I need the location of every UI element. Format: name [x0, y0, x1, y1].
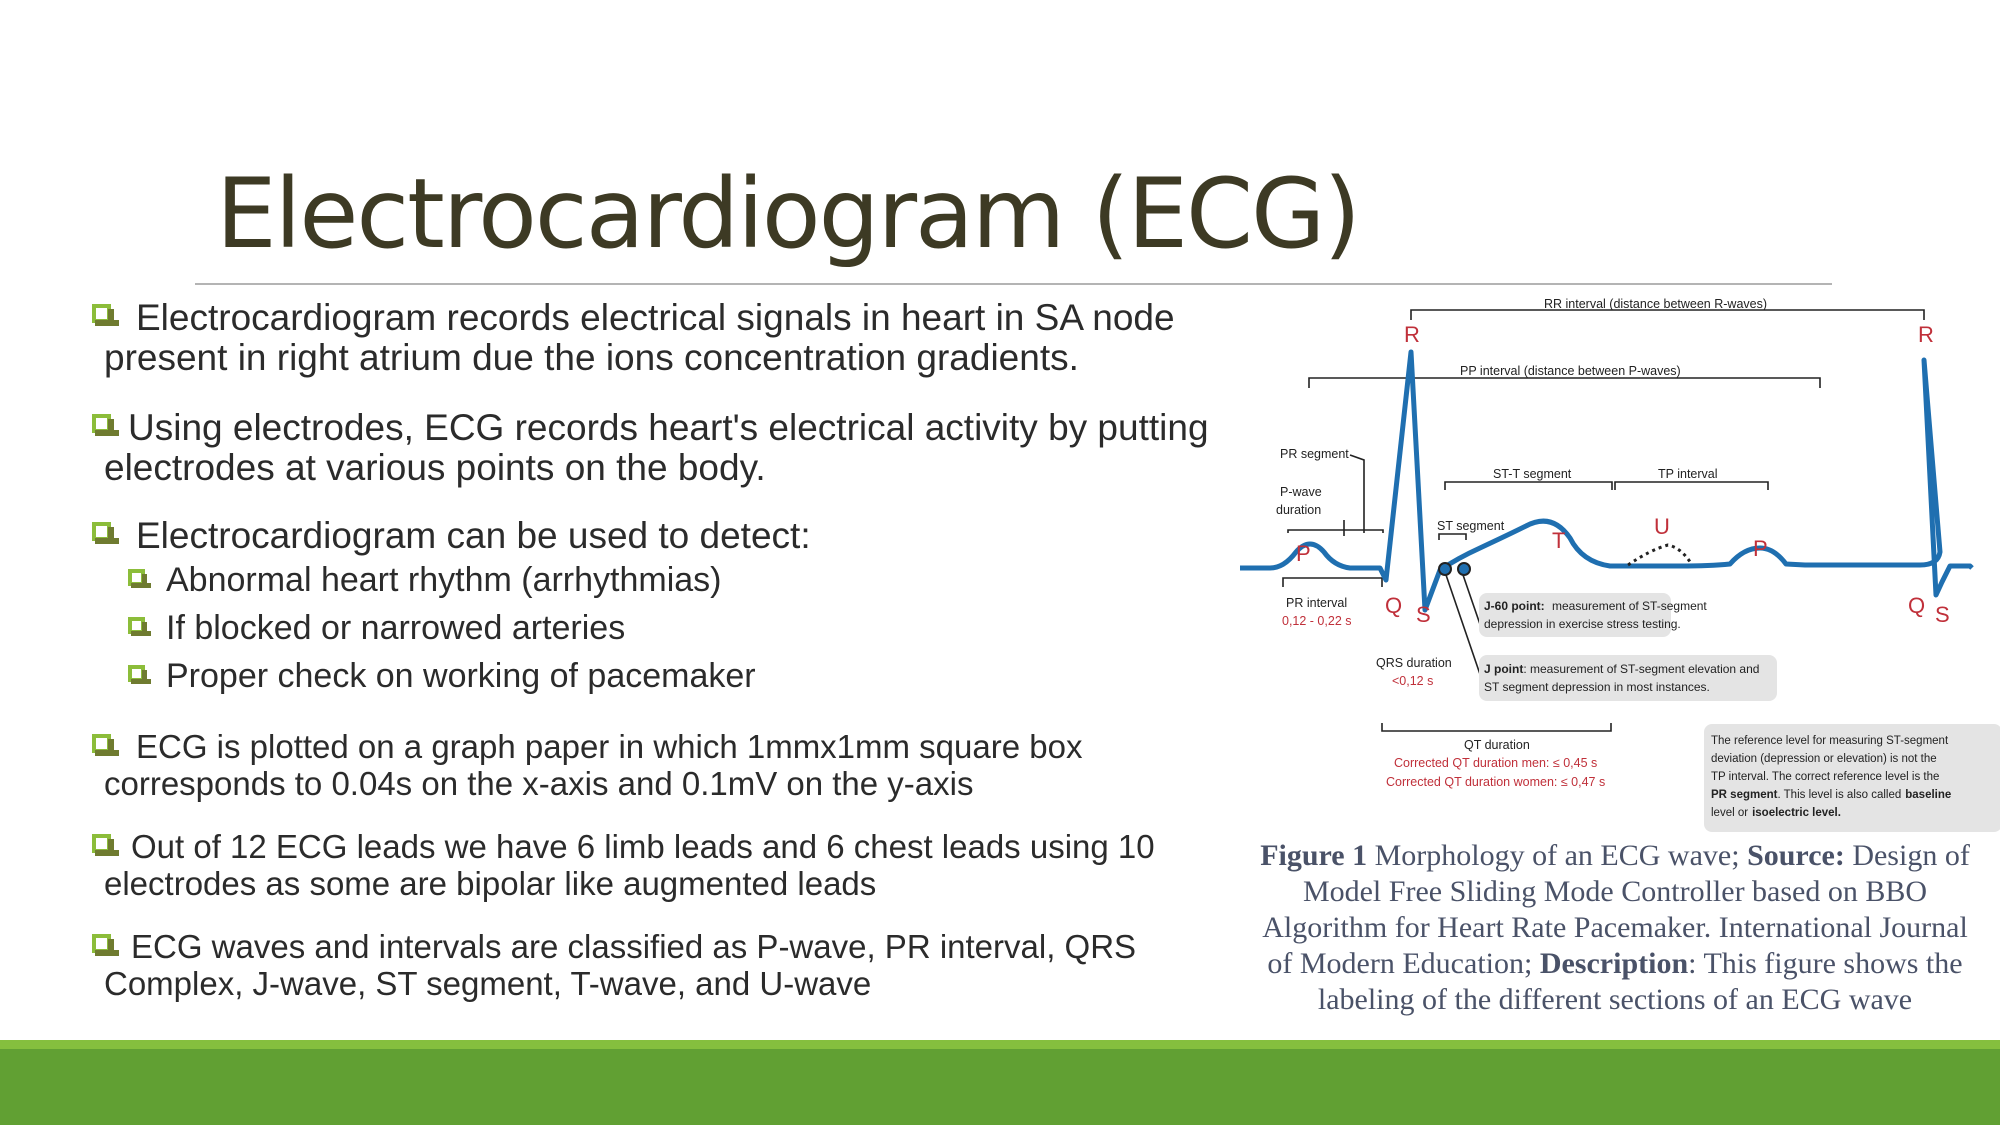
st-t-segment-bracket: [1445, 482, 1612, 490]
bullet-text: Electrocardiogram records electrical signals in heart in SA node present in right atrium due the ions concentration gradients.: [104, 297, 1175, 378]
footer-accent-line: [0, 1040, 2000, 1049]
bullet-list: [92, 298, 1252, 1002]
pp-interval-label: PP interval (distance between P-waves): [1460, 364, 1681, 378]
pr-segment-leader: [1350, 455, 1364, 533]
reference-note-line: TP interval. The correct reference level is the: [1711, 771, 1940, 783]
s-wave-label: S: [1416, 602, 1431, 627]
sub-bullet-item: [92, 560, 1252, 600]
rr-interval-label: RR interval (distance between R-waves): [1544, 297, 1768, 311]
bullet-text: Using electrodes, ECG records heart's electrical activity by putting electrodes at various points on the body.: [104, 407, 1209, 488]
qt-duration-bracket: [1382, 723, 1611, 731]
bullet-item: [92, 928, 1252, 1002]
sub-bullet-text: If blocked or narrowed arteries: [166, 609, 626, 647]
caption-text: Morphology of an ECG wave;: [1367, 839, 1748, 872]
qt-women-value: Corrected QT duration women: ≤ 0,47 s: [1386, 775, 1606, 789]
checkbox-bullet-icon: [92, 522, 111, 541]
ecg-morphology-diagram: [1230, 290, 2000, 840]
bullet-text: ECG waves and intervals are classified as P-wave, PR interval, QRS Complex, J-wave, ST segment, T-wave, and U-wave: [104, 928, 1137, 1002]
checkbox-bullet-icon: [92, 834, 111, 853]
caption-description-label: Description: [1539, 947, 1689, 980]
u-wave-label: U: [1654, 514, 1670, 539]
st-segment-bracket: [1439, 534, 1466, 540]
bullet-item: [92, 728, 1252, 802]
sub-bullet-item: [92, 608, 1252, 648]
figure-caption: [1258, 838, 1972, 1018]
slide-title: Electrocardiogram (ECG): [216, 158, 1359, 270]
j60-point-marker: [1458, 563, 1470, 575]
qrs-duration-label: QRS duration: [1376, 656, 1452, 670]
j-point-marker: [1439, 563, 1451, 575]
bullet-text: Electrocardiogram can be used to detect:: [136, 515, 811, 556]
r-wave-label-2: R: [1918, 322, 1934, 347]
checkbox-bullet-icon: [92, 414, 111, 433]
r-wave-label: R: [1404, 322, 1420, 347]
u-wave-trace: [1628, 545, 1692, 565]
qt-men-value: Corrected QT duration men: ≤ 0,45 s: [1394, 756, 1598, 770]
ecg-trace: [1240, 352, 1972, 610]
qrs-duration-value: <0,12 s: [1392, 674, 1434, 688]
caption-figure-label: Figure 1: [1260, 839, 1368, 872]
checkbox-bullet-icon: [92, 304, 111, 323]
sub-bullet-text: Proper check on working of pacemaker: [166, 657, 756, 695]
checkbox-bullet-icon: [92, 934, 111, 953]
st-t-segment-label: ST-T segment: [1493, 467, 1572, 481]
bullet-item: [92, 298, 1252, 378]
bullet-item: [92, 408, 1252, 488]
bullet-text: Out of 12 ECG leads we have 6 limb leads and 6 chest leads using 10 electrodes as some are bipolar like augmented leads: [104, 828, 1155, 902]
p-wave-duration-label: P-wave: [1280, 485, 1322, 499]
title-divider: [195, 283, 1832, 285]
p-wave-duration-label-2: duration: [1276, 503, 1322, 517]
p-wave-duration-bracket: [1288, 530, 1383, 533]
s-wave-label-2: S: [1935, 602, 1950, 627]
reference-note-line: PR segment. This level is also called baseline: [1711, 789, 1952, 801]
caption-source-text: Design of Model Free Sliding Mode Controller based on BBO Algorithm for Heart Rate Pacemaker. International Journal of Modern Education;: [1262, 839, 1970, 980]
reference-note-line: The reference level for measuring ST-segment: [1711, 735, 1949, 747]
pp-interval-bracket: [1309, 378, 1820, 388]
footer-bar: [0, 1040, 2000, 1125]
j60-callout-text-2: depression in exercise stress testing.: [1484, 617, 1681, 631]
p-wave-label-2: P: [1753, 536, 1768, 561]
checkbox-bullet-icon: [128, 569, 145, 586]
qt-duration-label: QT duration: [1464, 738, 1530, 752]
pr-interval-label: PR interval: [1286, 596, 1348, 610]
bullet-item: [92, 828, 1252, 902]
checkbox-bullet-icon: [92, 734, 111, 753]
pr-segment-label: PR segment: [1280, 447, 1349, 461]
st-segment-label: ST segment: [1437, 519, 1505, 533]
rr-interval-bracket: [1411, 310, 1924, 320]
bullet-text: ECG is plotted on a graph paper in which 1mmx1mm square box corresponds to 0.04s on the x-axis and 0.1mV on the y-axis: [104, 728, 1083, 802]
checkbox-bullet-icon: [128, 665, 145, 682]
bullet-item: [92, 516, 1252, 556]
q-wave-label: Q: [1385, 593, 1403, 618]
p-wave-label: P: [1296, 541, 1311, 566]
reference-note-line: level or isoelectric level.: [1711, 807, 1841, 819]
q-wave-label-2: Q: [1908, 593, 1926, 618]
sub-bullet-item: [92, 656, 1252, 696]
tp-interval-label: TP interval: [1658, 467, 1718, 481]
caption-source-label: Source:: [1747, 839, 1845, 872]
t-wave-label: T: [1552, 528, 1566, 553]
tp-interval-bracket: [1615, 482, 1768, 490]
pr-interval-bracket: [1283, 578, 1382, 587]
reference-note-line: deviation (depression or elevation) is not the: [1711, 753, 1937, 765]
pr-interval-value: 0,12 - 0,22 s: [1282, 614, 1352, 628]
j-point-callout-text: J point: measurement of ST-segment elevation and: [1484, 662, 1760, 676]
j60-callout-text: J-60 point: measurement of ST-segment: [1484, 599, 1707, 613]
sub-bullet-text: Abnormal heart rhythm (arrhythmias): [166, 561, 722, 599]
j-point-callout-text-2: ST segment depression in most instances.: [1484, 680, 1710, 694]
checkbox-bullet-icon: [128, 617, 145, 634]
caption-description-text: : This figure shows the labeling of the different sections of an ECG wave: [1317, 947, 1963, 1016]
